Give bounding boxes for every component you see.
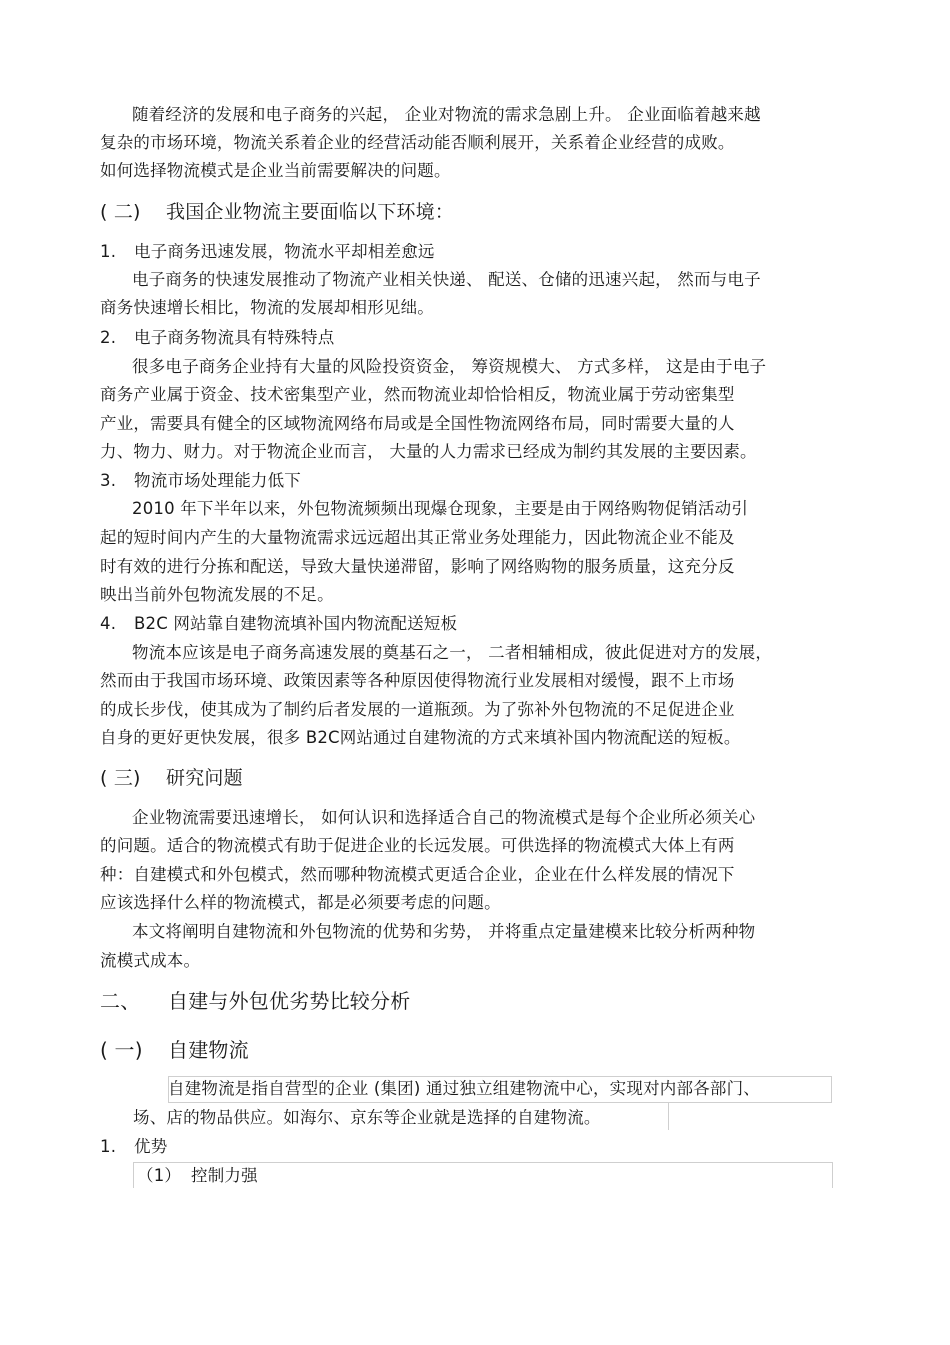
paragraph-line: 企业物流需要迅速增长， 如何认识和选择适合自己的物流模式是每个企业所必须关心 — [132, 808, 756, 827]
list-number: 2. — [100, 328, 117, 347]
list-number: 4. — [100, 614, 117, 633]
list-title: B2C 网站靠自建物流填补国内物流配送短板 — [134, 614, 458, 633]
section-title: 研究问题 — [166, 767, 243, 789]
list-number: 3. — [100, 471, 117, 490]
sub-item-title: 控制力强 — [191, 1166, 258, 1185]
table-border — [133, 1162, 833, 1163]
paragraph-line: 的成长步伐，使其成为了制约后者发展的一道瓶颈。为了弥补外包物流的不足促进企业 — [100, 700, 735, 719]
sub-item-heading — [137, 1164, 258, 1188]
table-border — [832, 1162, 833, 1188]
section-heading-3 — [100, 764, 243, 792]
paragraph-line: 映出当前外包物流发展的不足。 — [100, 585, 334, 604]
section-heading-2 — [100, 198, 454, 226]
paragraph-line: 商务产业属于资金、技术密集型产业，然而物流业却恰恰相反，物流业属于劳动密集型 — [100, 385, 735, 404]
table-border — [668, 1102, 669, 1130]
paragraph-line: 力、物力、财力。对于物流企业而言， 大量的人力需求已经成为制约其发展的主要因素。 — [100, 442, 757, 461]
paragraph-line: 流模式成本。 — [100, 951, 201, 970]
paragraph-line: 的问题。适合的物流模式有助于促进企业的长远发展。可供选择的物流模式大体上有两 — [100, 836, 735, 855]
paragraph-line: 时有效的进行分拣和配送，导致大量快递滞留，影响了网络购物的服务质量，这充分反 — [100, 557, 735, 576]
table-border — [831, 1076, 832, 1102]
chapter-number: 二、 — [100, 989, 141, 1013]
sub-item-number: （1） — [137, 1166, 182, 1185]
list-item-heading — [100, 240, 435, 264]
list-item-heading — [100, 1135, 167, 1159]
section-heading-1 — [100, 1035, 249, 1065]
paragraph-line: 电子商务的快速发展推动了物流产业相关快递、 配送、仓储的迅速兴起， 然而与电子 — [132, 270, 761, 289]
section-number: ( 二) — [100, 201, 141, 223]
list-title: 物流市场处理能力低下 — [134, 471, 301, 490]
paragraph-line: 然而由于我国市场环境、政策因素等各种原因使得物流行业发展相对缓慢，跟不上市场 — [100, 671, 735, 690]
chapter-title: 自建与外包优劣势比较分析 — [168, 989, 411, 1013]
list-title: 优势 — [134, 1137, 168, 1156]
paragraph-line: 起的短时间内产生的大量物流需求远远超出其正常业务处理能力，因此物流企业不能及 — [100, 528, 735, 547]
list-item-heading — [100, 469, 301, 493]
section-title: 我国企业物流主要面临以下环境： — [166, 201, 455, 223]
intro-line-1: 随着经济的发展和电子商务的兴起， 企业对物流的需求急剧上升。 企业面临着越来越 — [132, 105, 761, 124]
paragraph-line: 种：自建模式和外包模式，然而哪种物流模式更适合企业，企业在什么样发展的情况下 — [100, 865, 735, 884]
list-title: 电子商务迅速发展，物流水平却相差愈远 — [134, 242, 435, 261]
paragraph-line: 应该选择什么样的物流模式，都是必须要考虑的问题。 — [100, 893, 501, 912]
table-border — [133, 1162, 134, 1188]
list-number: 1. — [100, 242, 117, 261]
list-item-heading — [100, 612, 457, 636]
paragraph-line: 2010 年下半年以来，外包物流频频出现爆仓现象，主要是由于网络购物促销活动引 — [132, 499, 749, 518]
list-number: 1. — [100, 1137, 117, 1156]
paragraph-line: 自身的更好更快发展，很多 B2C网站通过自建物流的方式来填补国内物流配送的短板。 — [100, 728, 741, 747]
section-number: ( 一) — [100, 1038, 143, 1062]
paragraph-line: 物流本应该是电子商务高速发展的奠基石之一， 二者相辅相成，彼此促进对方的发展， — [132, 643, 773, 662]
paragraph-line: 商务快速增长相比，物流的发展却相形见绌。 — [100, 298, 434, 317]
definition-line-2: 场、店的物品供应。如海尔、京东等企业就是选择的自建物流。 — [133, 1108, 601, 1127]
chapter-heading — [100, 986, 410, 1016]
paragraph-line: 本文将阐明自建物流和外包物流的优势和劣势， 并将重点定量建模来比较分析两种物 — [132, 922, 756, 941]
intro-line-3: 如何选择物流模式是企业当前需要解决的问题。 — [100, 161, 451, 180]
section-title: 自建物流 — [168, 1038, 249, 1062]
list-item-heading — [100, 326, 334, 350]
paragraph-line: 产业，需要具有健全的区域物流网络布局或是全国性物流网络布局，同时需要大量的人 — [100, 414, 735, 433]
table-border — [168, 1102, 832, 1103]
list-title: 电子商务物流具有特殊特点 — [134, 328, 335, 347]
definition-line-1: 自建物流是指自营型的企业 (集团) 通过独立组建物流中心，实现对内部各部门、 — [168, 1079, 760, 1098]
intro-line-2: 复杂的市场环境，物流关系着企业的经营活动能否顺利展开，关系着企业经营的成败。 — [100, 133, 735, 152]
section-number: ( 三) — [100, 767, 141, 789]
paragraph-line: 很多电子商务企业持有大量的风险投资资金， 筹资规模大、 方式多样， 这是由于电子 — [132, 357, 767, 376]
